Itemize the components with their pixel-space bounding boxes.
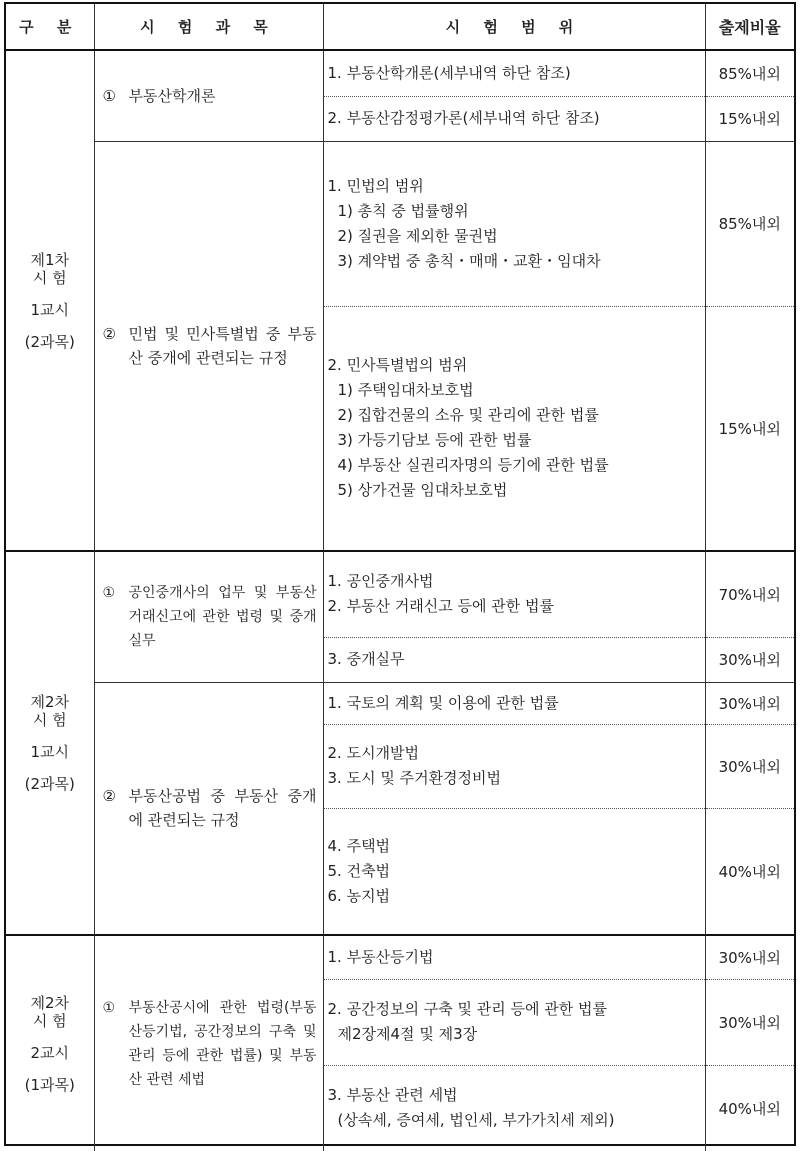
header-row [6,4,794,50]
session-count: (2과목) [24,332,75,351]
scope-item: 3) 가등기담보 등에 관한 법률 [337,431,532,450]
subject-number: ② [102,324,116,343]
session-label-sub: 시 험 [32,711,67,729]
session-cell [6,50,94,551]
subject-number: ① [102,86,116,105]
scope-cell [323,50,705,96]
scope-cell [323,935,705,979]
scope-cell [323,551,705,637]
scope-text: 2. 공간정보의 구축 및 관리 등에 관한 법률 [327,1000,608,1018]
subject-name: 공인중개사의 업무 및 부동산 거래신고에 관한 법령 및 중개실무 [128,584,317,649]
scope-text: 3. 중개실무 [327,650,405,668]
scope-text: 1. 부동산등기법 [327,947,434,966]
exam-subjects-table [6,4,794,1151]
rate-cell: 30%내외 [705,935,794,979]
subject-cell [94,682,323,935]
scope-item: 1) 주택임대차보호법 [337,381,474,400]
session-label-sub: 시 험 [32,1011,67,1030]
scope-text: 2. 부동산감정평가론(세부내역 하단 참조) [327,109,600,127]
scope-item: 2) 질권을 제외한 물권법 [337,226,498,245]
session-cell [6,935,94,1151]
rate-cell: 70%내외 [705,551,794,637]
table-row [6,50,794,96]
scope-cell [323,637,705,682]
subject-cell [94,551,323,682]
scope-item: 2) 집합건물의 소유 및 관리에 관한 법률 [337,406,599,425]
scope-text: 2. 도시개발법 [327,744,420,762]
scope-cell [323,1065,705,1151]
session-count: (1과목) [24,1075,75,1094]
header-subject: 시 험 과 목 [94,4,323,50]
session-period: 1교시 [30,743,70,761]
scope-item: 제2장제4절 및 제3장 [337,1025,478,1043]
subject-cell [94,935,323,1151]
scope-text: 2. 민사특별법의 범위 [327,356,468,375]
scope-item: 4) 부동산 실권리자명의 등기에 관한 법률 [337,456,609,475]
session-label-sub: 시 험 [32,268,67,287]
scope-text: 1. 공인중개사법 [327,572,434,591]
session-label: 제2차 [30,993,70,1012]
scope-text: 3. 도시 및 주거환경정비법 [327,769,502,787]
scope-cell [323,724,705,808]
session-period: 1교시 [30,300,70,319]
subject-number: ① [102,584,116,601]
rate-cell: 40%내외 [705,808,794,935]
rate-cell: 85%내외 [705,50,794,96]
rate-cell: 30%내외 [705,724,794,808]
header-rate: 출제비율 [705,4,794,50]
scope-cell [323,96,705,141]
subject-name: 부동산학개론 [128,86,216,105]
session-cell [6,551,94,935]
rate-cell: 30%내외 [705,979,794,1065]
scope-item: 3) 계약법 중 총칙・매매・교환・임대차 [337,251,601,270]
exam-table-frame [4,2,796,1146]
session-label: 제2차 [30,693,70,711]
rate-cell: 85%내외 [705,141,794,306]
rate-cell: 40%내외 [718,1099,781,1118]
header-scope: 시 험 범 위 [323,4,705,50]
subject-number: ② [102,787,116,806]
subject-name: 민법 및 민사특별법 중 부동산 중개에 관련되는 규정 [128,324,317,367]
table-row [6,682,794,724]
scope-cell [323,141,705,306]
rate-cell: 15%내외 [705,96,794,141]
subject-name: 부동산공시에 관한 법령(부동산등기법, 공간정보의 구축 및 관리 등에 관한 법률) 및 부동산 관련 세법 [128,999,317,1088]
subject-number: ① [102,999,116,1016]
scope-text: 5. 건축법 [327,861,391,880]
scope-cell [323,682,705,724]
scope-cell [323,979,705,1065]
scope-item: 5) 상가건물 임대차보호법 [337,481,508,500]
rate-cell: 15%내외 [705,306,794,551]
scope-text: 1. 국토의 계획 및 이용에 관한 법률 [327,693,559,712]
table-row [6,141,794,306]
table-row [6,935,794,979]
scope-item: 1) 총칙 중 법률행위 [337,201,469,220]
scope-text: 6. 농지법 [327,886,391,905]
scope-text: 1. 민법의 범위 [327,176,424,195]
session-label: 제1차 [30,250,70,269]
scope-text: 4. 주택법 [327,836,391,855]
scope-item: (상속세, 증여세, 법인세, 부가가치세 제외) [337,1111,615,1130]
rate-cell: 30%내외 [705,637,794,682]
scope-cell [323,808,705,935]
subject-cell [94,141,323,551]
session-period: 2교시 [30,1043,70,1062]
scope-text: 1. 부동산학개론(세부내역 하단 참조) [327,63,571,82]
table-row [6,551,794,637]
scope-cell [323,306,705,551]
subject-cell [94,50,323,141]
subject-name: 부동산공법 중 부동산 중개에 관련되는 규정 [128,787,317,830]
header-division: 구 분 [6,4,94,50]
scope-text: 2. 부동산 거래신고 등에 관한 법률 [327,597,555,616]
rate-cell: 30%내외 [705,682,794,724]
scope-text: 3. 부동산 관련 세법 [327,1086,458,1105]
session-count: (2과목) [24,775,75,793]
